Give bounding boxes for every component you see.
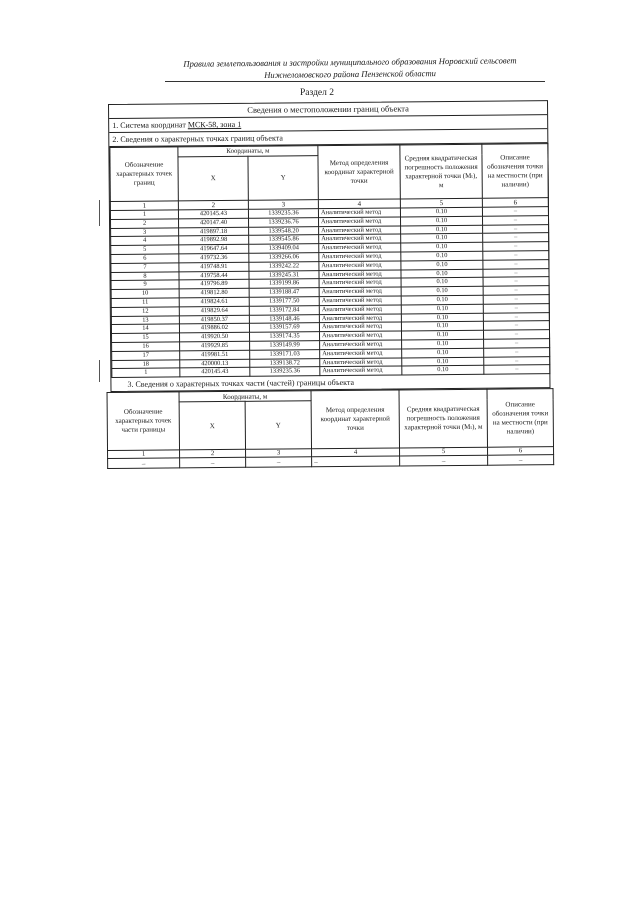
error-cell: 0.10 [401,278,483,288]
desc-cell: – [483,242,549,251]
error-cell: 0.10 [402,366,484,376]
method-cell: Аналитический метод [319,278,401,288]
x-cell: 419829.64 [179,306,249,315]
header-y: Y [248,156,318,201]
desc-cell: – [483,303,549,312]
point-cell: 15 [112,333,180,342]
y-cell: 1339236.76 [249,217,319,226]
y-cell: – [246,457,312,468]
y-cell: 1339157.69 [249,323,319,332]
header-y: Y [245,401,311,450]
x-cell: 420145.43 [180,368,250,377]
part-points-table [107,388,555,469]
error-cell: 0.10 [402,357,484,367]
method-cell: Аналитический метод [319,252,401,262]
scan-mark [99,360,100,382]
method-cell: Аналитический метод [318,217,400,227]
x-cell: 419897.18 [179,227,249,236]
header-point: Обозначение характерных точек границ [110,147,178,202]
x-cell: 419824.61 [179,297,249,306]
error-cell: 0.10 [400,216,482,226]
boundary-info-block [108,100,551,469]
error-cell: 0.10 [401,330,483,340]
desc-cell: – [483,259,549,268]
y-cell: 1339548.20 [249,226,319,235]
y-cell: 1339235.36 [248,209,318,218]
header-error: Средняя квадратическая погрешность положения характерной точки (Mₜ), м [399,389,488,448]
method-cell: Аналитический метод [319,234,401,244]
point-cell: 1 [110,210,178,219]
boundary-info-frame [108,100,550,392]
point-cell: 9 [111,280,179,289]
point-cell: 4 [111,236,179,245]
part2-title: 2. Сведения о характерных точках границ объекта [109,129,547,147]
x-cell: 419812.80 [179,288,249,297]
header-line-2: Нижнеломовского района Пензенской области [264,68,437,80]
x-cell: 419748.91 [179,262,249,271]
x-cell: 419647.64 [179,244,249,253]
error-cell: 0.10 [401,295,483,305]
x-cell: 419796.89 [179,280,249,289]
error-cell: 0.10 [401,234,483,244]
y-cell: 1339545.86 [249,235,319,244]
point-cell: 8 [111,271,179,280]
desc-cell: – [484,365,550,374]
col-number: 5 [400,447,488,456]
col-number: 4 [312,448,400,457]
col-number: 4 [318,199,400,209]
desc-cell: – [484,339,550,348]
desc-cell: – [483,286,549,295]
point-cell: 6 [111,254,179,263]
x-cell: 419732.36 [179,253,249,262]
y-cell: 1339174.35 [249,332,319,341]
desc-cell: – [483,330,549,339]
x-cell: 419758.44 [179,271,249,280]
method-cell: Аналитический метод [319,322,401,332]
coordinate-system-value: МСК-58, зона 1 [187,119,242,130]
col-number: 3 [246,449,312,458]
error-cell: – [400,455,488,466]
x-cell: 419850.37 [179,315,249,324]
desc-cell: – [483,233,549,242]
error-cell: 0.10 [401,304,483,314]
y-cell: 1339266.06 [249,253,319,262]
scan-mark [99,200,100,226]
section-label: Раздел 2 [300,88,334,98]
method-cell: Аналитический метод [318,208,400,218]
x-cell: 420147.40 [179,218,249,227]
document-header [140,54,560,82]
point-cell: 10 [111,289,179,298]
x-cell: 419929.85 [180,341,250,350]
point-cell: 12 [111,307,179,316]
error-cell: 0.10 [401,269,483,279]
desc-cell: – [488,455,554,466]
error-cell: 0.10 [400,207,482,217]
y-cell: 1339172.84 [249,305,319,314]
header-coords: Координаты, м [178,146,318,157]
desc-cell: – [482,215,548,224]
block-title: Сведения о местоположении границ объекта [109,101,547,119]
error-cell: 0.10 [401,260,483,270]
desc-cell: – [483,251,549,260]
col-number: 1 [108,450,180,459]
col-number: 3 [248,200,318,210]
point-cell: 5 [111,245,179,254]
x-cell: 420145.43 [178,209,248,218]
header-line-1: Правила землепользования и застройки муниципального образования Норовский сельсовет [183,55,517,69]
method-cell: Аналитический метод [319,331,401,341]
method-cell: Аналитический метод [320,349,402,359]
method-cell: Аналитический метод [319,270,401,280]
point-cell: 2 [111,219,179,228]
desc-cell: – [482,207,548,216]
y-cell: 1339188.47 [249,288,319,297]
point-cell: 1 [112,368,180,377]
header-desc: Описание обозначения точки на местности (при наличии) [487,389,554,448]
method-cell: Аналитический метод [319,261,401,271]
desc-cell: – [483,312,549,321]
point-cell: 11 [111,298,179,307]
y-cell: 1339171.03 [250,349,320,358]
header-rule [165,81,545,82]
desc-cell: – [483,321,549,330]
y-cell: 1339242.22 [249,261,319,270]
x-cell: 419920.50 [180,332,250,341]
y-cell: 1339409.04 [249,244,319,253]
desc-cell: – [483,295,549,304]
desc-cell: – [483,224,549,233]
y-cell: 1339177.50 [249,297,319,306]
x-cell: 419892.98 [179,236,249,245]
header-error: Средняя квадратическая погрешность положения характерной точки (Mₜ), м [400,144,482,199]
point-cell: 14 [111,324,179,333]
x-cell: 419981.51 [180,350,250,359]
boundary-points-table [109,143,550,378]
point-cell: 16 [112,342,180,351]
y-cell: 1339148.46 [249,314,319,323]
error-cell: 0.10 [402,348,484,358]
y-cell: 1339149.99 [250,341,320,350]
col-number: 1 [110,201,178,211]
y-cell: 1339199.86 [249,279,319,288]
method-cell: Аналитический метод [319,296,401,306]
method-cell: Аналитический метод [320,357,402,367]
error-cell: 0.10 [401,313,483,323]
point-cell: – [108,458,180,469]
coordinate-system-prefix: 1. Система координат [112,120,188,130]
method-cell: Аналитический метод [319,287,401,297]
point-cell: 17 [112,351,180,360]
col-number: 5 [400,198,482,208]
method-cell: Аналитический метод [320,366,402,376]
point-cell: 7 [111,263,179,272]
desc-cell: – [483,277,549,286]
header-method: Метод определения координат характерной точки [311,390,400,449]
error-cell: 0.10 [401,225,483,235]
col-number: 2 [178,200,248,210]
part3-title: 3. Сведения о характерных точках части (частей) границы объекта [127,378,355,389]
point-cell: 18 [112,359,180,368]
x-cell: – [180,457,246,468]
point-cell: 3 [111,227,179,236]
y-cell: 1339245.31 [249,270,319,279]
error-cell: 0.10 [401,286,483,296]
error-cell: 0.10 [401,322,483,332]
method-cell: Аналитический метод [319,305,401,315]
header-coords: Координаты, м [179,391,311,402]
error-cell: 0.10 [401,242,483,252]
desc-cell: – [483,268,549,277]
error-cell: 0.10 [401,251,483,261]
y-cell: 1339138.72 [250,358,320,367]
col-number: 6 [488,447,554,456]
x-cell: 419886.02 [179,324,249,333]
col-number: 6 [482,198,548,208]
method-cell: Аналитический метод [320,340,402,350]
boundary-points-body [110,207,549,378]
method-cell: Аналитический метод [319,226,401,236]
header-point: Обозначение характерных точек части границы [107,392,180,451]
desc-cell: – [484,347,550,356]
col-number: 2 [180,449,246,458]
x-cell: 420000.13 [180,359,250,368]
header-x: X [178,156,248,201]
desc-cell: – [484,356,550,365]
method-cell: – [312,456,400,467]
method-cell: Аналитический метод [319,243,401,253]
error-cell: 0.10 [402,339,484,349]
header-x: X [179,401,245,450]
header-method: Метод определения координат характерной точки [318,145,400,200]
header-desc: Описание обозначения точки на местности (при наличии) [482,144,548,199]
point-cell: 13 [111,315,179,324]
method-cell: Аналитический метод [319,314,401,324]
y-cell: 1339235.36 [250,367,320,376]
